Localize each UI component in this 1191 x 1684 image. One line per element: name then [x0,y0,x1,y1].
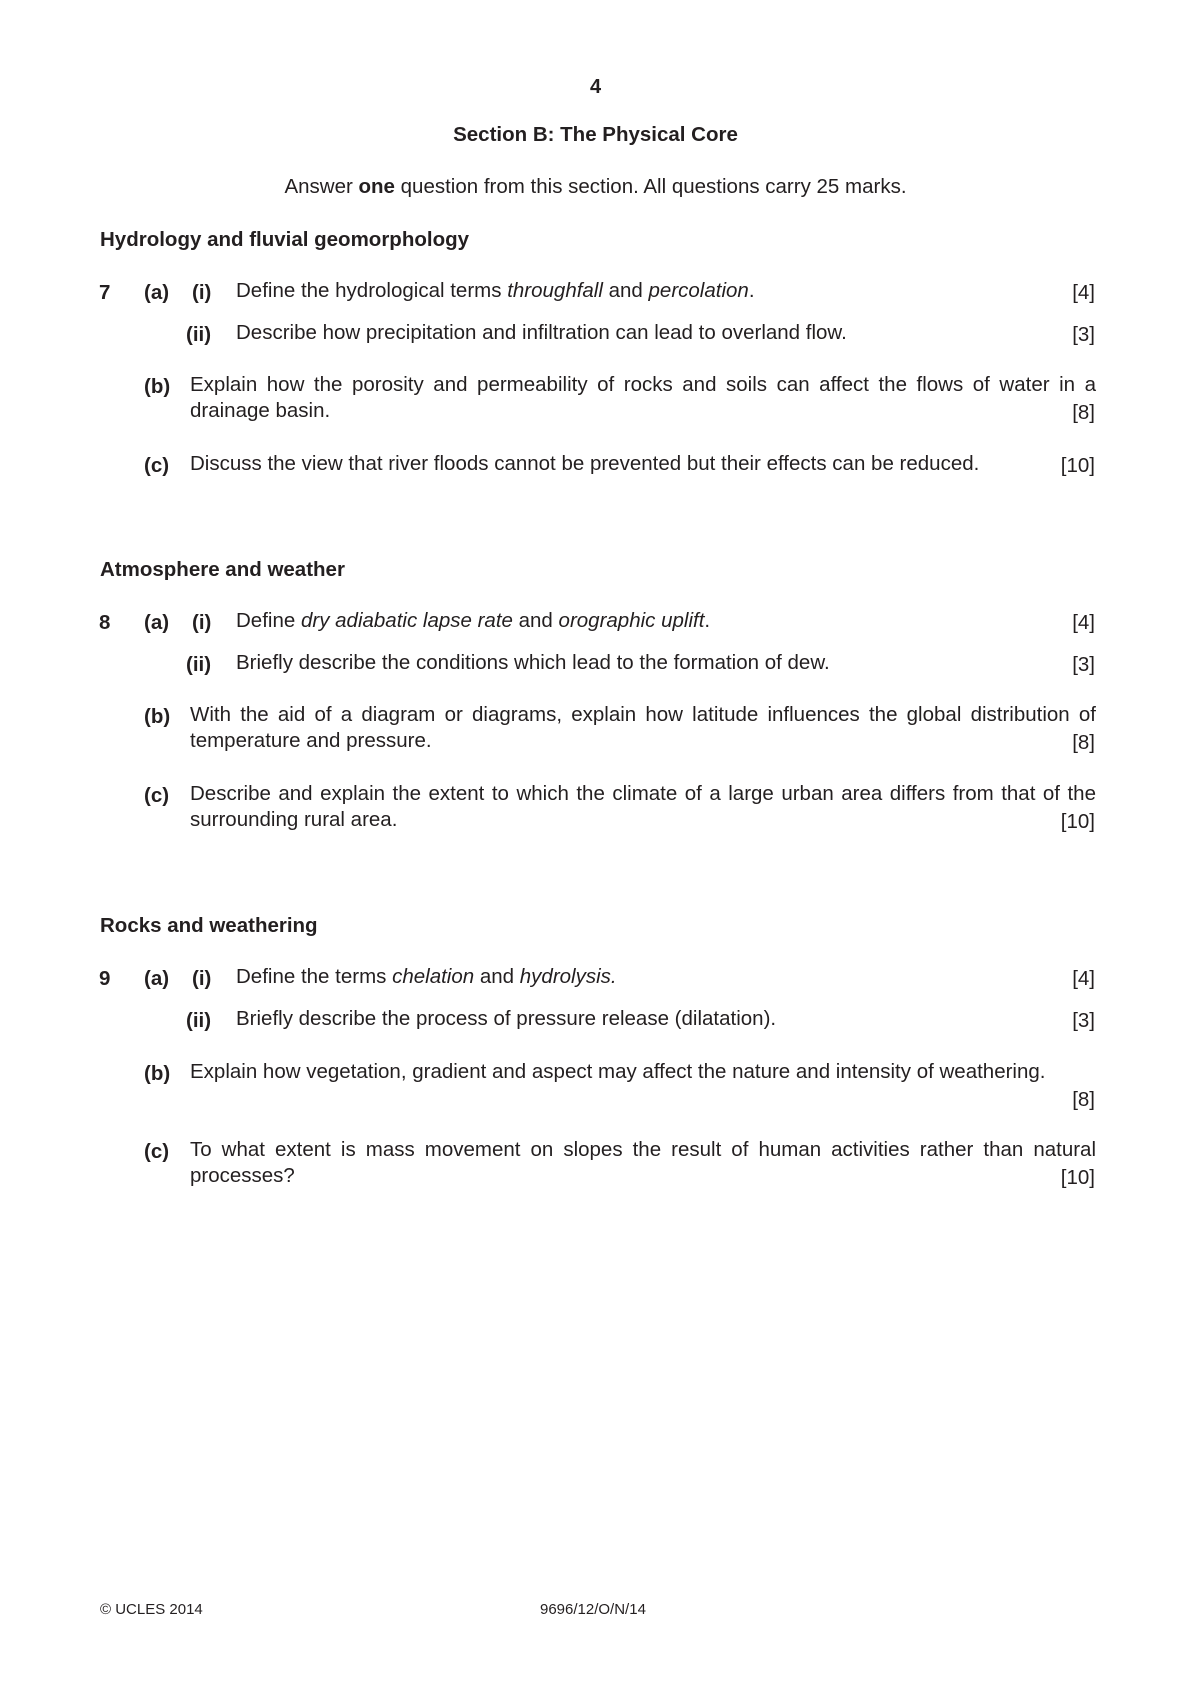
marks: [4] [1072,281,1095,304]
question-text: To what extent is mass movement on slopes the result of human activities rather than natural processes? [190,1138,1096,1187]
question-text: Define dry adiabatic lapse rate and orographic uplift. [236,609,711,632]
subpart-label: (i) [192,967,212,990]
marks: [3] [1072,323,1095,346]
marks: [3] [1072,1009,1095,1032]
subpart-label: (i) [192,611,212,634]
footer-copyright: © UCLES 2014 [100,1601,203,1618]
subpart-label: (ii) [186,323,212,346]
subpart-label: (ii) [186,1009,212,1032]
question-text: Discuss the view that river floods cannot be prevented but their effects can be reduced. [190,452,980,475]
part-label: (c) [144,454,170,477]
part-label: (c) [144,784,170,807]
question-text: Briefly describe the conditions which lead to the formation of dew. [236,651,830,674]
marks: [10] [1060,1166,1095,1189]
question-text: Briefly describe the process of pressure release (dilatation). [236,1007,777,1030]
marks: [10] [1060,454,1095,477]
page-number: 4 [589,76,602,98]
question-text: Define the terms chelation and hydrolysis. [236,965,617,988]
question-text: Describe and explain the extent to which the climate of a large urban area differs from that of the surrounding rural area. [190,782,1096,831]
part-label: (c) [144,1140,170,1163]
section-instruction: Answer one question from this section. All questions carry 25 marks. [284,175,907,198]
part-label: (a) [144,281,170,304]
part-label: (b) [144,375,171,398]
question-text: Define the hydrological terms throughfall and percolation. [236,279,755,302]
footer-paper-code: 9696/12/O/N/14 [540,1601,646,1618]
topic-heading: Rocks and weathering [100,914,318,937]
question-number: 8 [99,611,111,634]
marks: [8] [1072,401,1095,424]
marks: [4] [1072,611,1095,634]
topic-heading: Atmosphere and weather [100,558,345,581]
question-text: Describe how precipitation and infiltration can lead to overland flow. [236,321,847,344]
marks: [8] [1072,731,1095,754]
marks: [3] [1072,653,1095,676]
question-number: 7 [99,281,111,304]
part-label: (b) [144,705,171,728]
question-text: Explain how vegetation, gradient and aspect may affect the nature and intensity of weathering. [190,1060,1046,1083]
subpart-label: (i) [192,281,212,304]
marks: [10] [1060,810,1095,833]
question-text: With the aid of a diagram or diagrams, explain how latitude influences the global distribution of temperature and pressure. [190,703,1096,752]
topic-heading: Hydrology and fluvial geomorphology [100,228,470,251]
part-label: (a) [144,611,170,634]
marks: [4] [1072,967,1095,990]
part-label: (a) [144,967,170,990]
question-text: Explain how the porosity and permeability of rocks and soils can affect the flows of water in a drainage basin. [190,373,1096,422]
section-title: Section B: The Physical Core [453,123,738,146]
marks: [8] [1072,1088,1095,1111]
question-number: 9 [99,967,111,990]
part-label: (b) [144,1062,171,1085]
subpart-label: (ii) [186,653,212,676]
